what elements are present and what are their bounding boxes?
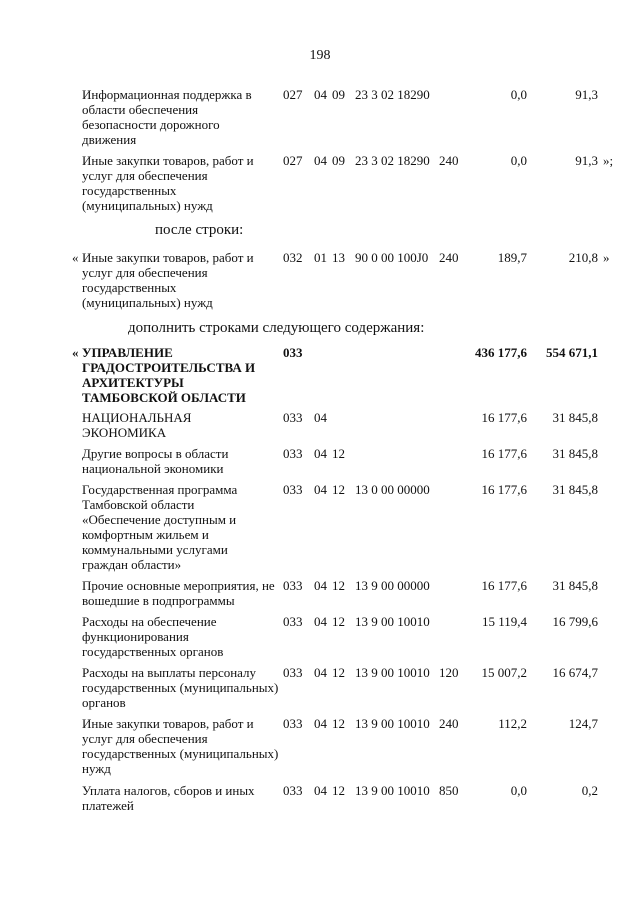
amount-year-1: 16 177,6 bbox=[481, 578, 527, 593]
subsection-code: 12 bbox=[332, 665, 345, 680]
supplement-phrase: дополнить строками следующего содержания: bbox=[128, 320, 425, 336]
expense-type-code: 120 bbox=[439, 665, 459, 680]
opening-quote: « bbox=[72, 250, 79, 265]
expense-type-code: 240 bbox=[439, 250, 459, 265]
amount-year-1: 0,0 bbox=[510, 87, 527, 102]
amount-year-1: 436 177,6 bbox=[475, 345, 527, 360]
page-number: 198 bbox=[309, 48, 331, 63]
section-code: 04 bbox=[314, 578, 327, 593]
section-code: 04 bbox=[314, 410, 327, 425]
amount-year-2: 210,8 bbox=[568, 250, 598, 265]
amount-year-1: 15 007,2 bbox=[481, 665, 527, 680]
target-code: 23 3 02 18290 bbox=[355, 153, 430, 168]
amount-year-1: 15 119,4 bbox=[481, 614, 527, 629]
amount-year-2: 16 799,6 bbox=[552, 614, 598, 629]
amount-year-2: 124,7 bbox=[568, 716, 598, 731]
expense-type-code: 240 bbox=[439, 716, 459, 731]
amount-year-1: 0,0 bbox=[510, 153, 527, 168]
closing-quote: » bbox=[603, 250, 610, 265]
admin-code: 033 bbox=[283, 578, 303, 593]
amount-year-2: 31 845,8 bbox=[552, 446, 598, 461]
admin-code: 027 bbox=[283, 153, 303, 168]
row-name: Другие вопросы в области национальной экономики bbox=[82, 446, 229, 476]
row-name: Уплата налогов, сборов и иных платежей bbox=[82, 783, 255, 813]
subsection-code: 09 bbox=[332, 153, 345, 168]
section-code: 01 bbox=[314, 250, 327, 265]
row-name: Государственная программа Тамбовской области «Обеспечение доступным и комфортным жильем и коммунальными услугами граждан области» bbox=[82, 482, 238, 572]
subsection-code: 12 bbox=[332, 783, 345, 798]
amount-year-2: 91,3 bbox=[575, 153, 598, 168]
amount-year-1: 16 177,6 bbox=[481, 482, 527, 497]
amount-year-2: 31 845,8 bbox=[552, 578, 598, 593]
admin-code: 033 bbox=[283, 446, 303, 461]
section-code: 04 bbox=[314, 665, 327, 680]
target-code: 13 9 00 00000 bbox=[355, 578, 430, 593]
amount-year-1: 112,2 bbox=[498, 716, 527, 731]
target-code: 13 9 00 10010 bbox=[355, 716, 430, 731]
row-name: Информационная поддержка в области обеспечения безопасности дорожного движения bbox=[82, 87, 252, 147]
row-name: Прочие основные мероприятия, не вошедшие в подпрограммы bbox=[82, 578, 275, 608]
amount-year-2: 91,3 bbox=[575, 87, 598, 102]
amount-year-2: 31 845,8 bbox=[552, 482, 598, 497]
target-code: 23 3 02 18290 bbox=[355, 87, 430, 102]
row-name: Расходы на выплаты персоналу государственных (муниципальных) органов bbox=[82, 665, 279, 710]
amount-year-2: 16 674,7 bbox=[552, 665, 598, 680]
amount-year-1: 16 177,6 bbox=[481, 410, 527, 425]
admin-code: 033 bbox=[283, 716, 303, 731]
section-code: 04 bbox=[314, 482, 327, 497]
subsection-code: 12 bbox=[332, 614, 345, 629]
row-name: УПРАВЛЕНИЕ ГРАДОСТРОИТЕЛЬСТВА И АРХИТЕКТУРЫ ТАМБОВСКОЙ ОБЛАСТИ bbox=[82, 345, 256, 405]
closing-quote: »; bbox=[603, 153, 614, 168]
section-code: 04 bbox=[314, 716, 327, 731]
target-code: 13 9 00 10010 bbox=[355, 665, 430, 680]
admin-code: 033 bbox=[283, 783, 303, 798]
section-code: 04 bbox=[314, 87, 327, 102]
subsection-code: 12 bbox=[332, 446, 345, 461]
amount-year-1: 0,0 bbox=[510, 783, 527, 798]
amount-year-2: 31 845,8 bbox=[552, 410, 598, 425]
subsection-code: 09 bbox=[332, 87, 345, 102]
target-code: 13 9 00 10010 bbox=[355, 783, 430, 798]
subsection-code: 12 bbox=[332, 482, 345, 497]
row-name: Иные закупки товаров, работ и услуг для обеспечения государственных (муниципальных) нужд bbox=[82, 153, 254, 213]
subsection-code: 13 bbox=[332, 250, 345, 265]
subsection-code: 12 bbox=[332, 716, 345, 731]
row-name: Расходы на обеспечение функционирования государственных органов bbox=[82, 614, 224, 659]
expense-type-code: 240 bbox=[439, 153, 459, 168]
admin-code: 033 bbox=[283, 665, 303, 680]
target-code: 13 9 00 10010 bbox=[355, 614, 430, 629]
amount-year-2: 554 671,1 bbox=[546, 345, 598, 360]
amount-year-1: 16 177,6 bbox=[481, 446, 527, 461]
subsection-code: 12 bbox=[332, 578, 345, 593]
opening-quote: « bbox=[72, 345, 79, 360]
section-code: 04 bbox=[314, 446, 327, 461]
amount-year-1: 189,7 bbox=[497, 250, 527, 265]
section-code: 04 bbox=[314, 783, 327, 798]
after-line-phrase: после строки: bbox=[155, 222, 244, 238]
admin-code: 033 bbox=[283, 345, 303, 360]
section-code: 04 bbox=[314, 153, 327, 168]
admin-code: 033 bbox=[283, 410, 303, 425]
admin-code: 027 bbox=[283, 87, 303, 102]
expense-type-code: 850 bbox=[439, 783, 459, 798]
row-name: Иные закупки товаров, работ и услуг для обеспечения государственных (муниципальных) нужд bbox=[82, 250, 254, 310]
amount-year-2: 0,2 bbox=[581, 783, 598, 798]
section-code: 04 bbox=[314, 614, 327, 629]
target-code: 13 0 00 00000 bbox=[355, 482, 430, 497]
target-code: 90 0 00 100J0 bbox=[355, 250, 429, 265]
admin-code: 032 bbox=[283, 250, 303, 265]
row-name: Иные закупки товаров, работ и услуг для обеспечения государственных (муниципальных) нужд bbox=[82, 716, 279, 776]
row-name: НАЦИОНАЛЬНАЯ ЭКОНОМИКА bbox=[82, 410, 192, 440]
admin-code: 033 bbox=[283, 614, 303, 629]
admin-code: 033 bbox=[283, 482, 303, 497]
